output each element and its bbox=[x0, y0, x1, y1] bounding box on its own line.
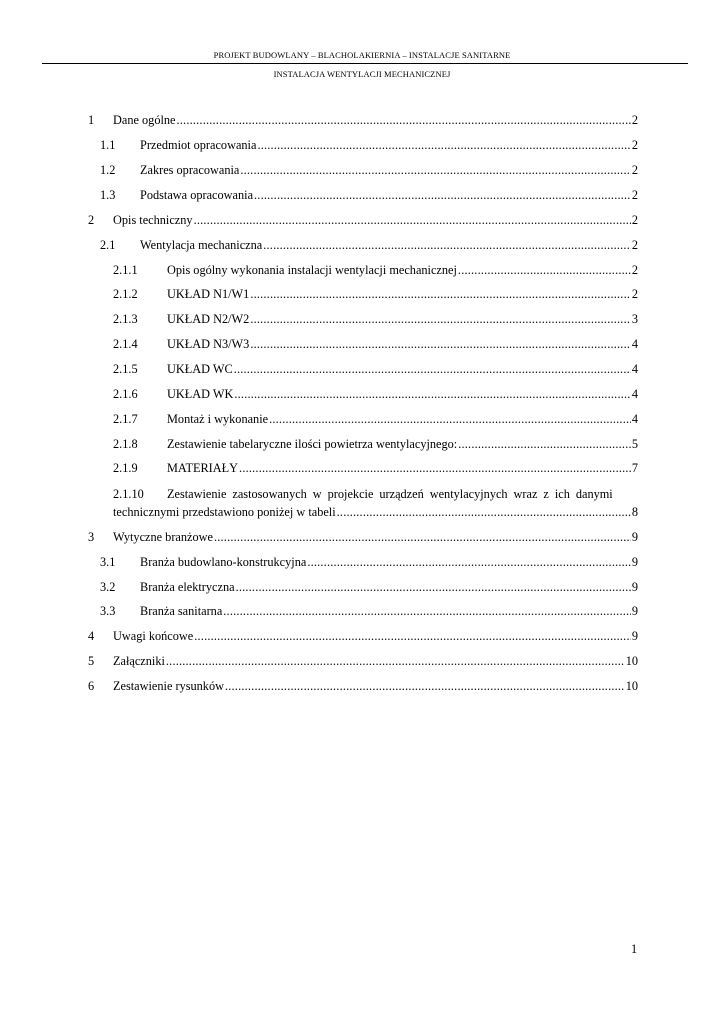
toc-title: Branża elektryczna bbox=[140, 580, 235, 594]
toc-leader bbox=[337, 504, 631, 520]
toc-title: UKŁAD N3/W3 bbox=[167, 337, 250, 351]
page-number: 1 bbox=[631, 942, 638, 956]
toc-entry-2-1-10[interactable] bbox=[113, 486, 638, 522]
toc-page: 9 bbox=[631, 555, 638, 569]
toc-number: 1.3 bbox=[100, 188, 116, 202]
toc-page: 9 bbox=[631, 580, 638, 594]
toc-page: 9 bbox=[631, 530, 638, 544]
toc-title: Zestawienie rysunków bbox=[113, 679, 224, 693]
toc-leader bbox=[239, 460, 631, 476]
toc-number: 2.1.8 bbox=[113, 437, 138, 451]
toc-page: 5 bbox=[631, 437, 638, 451]
toc-number: 1 bbox=[88, 113, 95, 127]
toc-number: 3.3 bbox=[100, 604, 116, 618]
toc-number: 6 bbox=[88, 679, 95, 693]
toc-page: 2 bbox=[631, 113, 638, 127]
toc-leader bbox=[236, 579, 631, 595]
toc-leader bbox=[250, 311, 631, 327]
toc-page: 10 bbox=[625, 679, 638, 693]
toc-title: Montaż i wykonanie bbox=[167, 412, 269, 426]
toc-leader bbox=[194, 212, 631, 228]
toc-title-line2: technicznymi przedstawiono poniżej w tabeli bbox=[113, 505, 336, 519]
toc-leader bbox=[254, 187, 631, 203]
toc-number: 2 bbox=[88, 213, 95, 227]
toc-leader bbox=[194, 628, 631, 644]
toc-page: 7 bbox=[631, 461, 638, 475]
toc-title: UKŁAD WC bbox=[167, 362, 233, 376]
toc-page: 2 bbox=[631, 188, 638, 202]
toc-title: Dane ogólne bbox=[113, 113, 176, 127]
toc-leader bbox=[250, 336, 631, 352]
toc-page: 4 bbox=[631, 412, 638, 426]
toc-title: Załączniki bbox=[113, 654, 165, 668]
toc-page: 4 bbox=[631, 337, 638, 351]
toc-title: Wytyczne branżowe bbox=[113, 530, 213, 544]
toc-number: 2.1.9 bbox=[113, 461, 138, 475]
toc-leader bbox=[458, 262, 631, 278]
toc-number: 5 bbox=[88, 654, 95, 668]
toc-title: Zestawienie tabelaryczne ilości powietrza wentylacyjnego: bbox=[167, 437, 458, 451]
toc-leader bbox=[250, 286, 631, 302]
toc-leader bbox=[223, 603, 631, 619]
toc-page: 9 bbox=[631, 629, 638, 643]
toc-page: 2 bbox=[631, 287, 638, 301]
toc-title: Podstawa opracowania bbox=[140, 188, 254, 202]
toc-leader bbox=[225, 678, 625, 694]
toc-leader bbox=[269, 411, 631, 427]
toc-title: Opis techniczny bbox=[113, 213, 193, 227]
toc-page: 2 bbox=[631, 213, 638, 227]
toc-leader bbox=[166, 653, 625, 669]
toc-number: 1.2 bbox=[100, 163, 116, 177]
toc-number: 1.1 bbox=[100, 138, 116, 152]
toc-number: 3.1 bbox=[100, 555, 116, 569]
toc-page: 3 bbox=[631, 312, 638, 326]
toc-number: 2.1.10 bbox=[113, 487, 144, 501]
toc-leader bbox=[234, 361, 631, 377]
toc-page: 4 bbox=[631, 387, 638, 401]
toc-leader bbox=[214, 529, 631, 545]
toc-title: Branża budowlano-konstrukcyjna bbox=[140, 555, 307, 569]
toc-title: Zakres opracowania bbox=[140, 163, 240, 177]
toc-number: 2.1.4 bbox=[113, 337, 138, 351]
toc-title: Branża sanitarna bbox=[140, 604, 223, 618]
toc-leader bbox=[234, 386, 630, 402]
toc-page: 10 bbox=[625, 654, 638, 668]
toc-leader bbox=[263, 237, 631, 253]
toc-page: 4 bbox=[631, 362, 638, 376]
toc-title: UKŁAD N2/W2 bbox=[167, 312, 250, 326]
toc-page: 2 bbox=[631, 163, 638, 177]
toc-title: Wentylacja mechaniczna bbox=[140, 238, 263, 252]
toc-number: 3 bbox=[88, 530, 95, 544]
toc-number: 2.1.1 bbox=[113, 263, 138, 277]
toc-number: 4 bbox=[88, 629, 95, 643]
toc-page: 2 bbox=[631, 138, 638, 152]
toc-page: 8 bbox=[631, 505, 638, 519]
toc-number: 3.2 bbox=[100, 580, 116, 594]
toc-number: 2.1.3 bbox=[113, 312, 138, 326]
toc-title: Opis ogólny wykonania instalacji wentylacji mechanicznej bbox=[167, 263, 457, 277]
running-header-section: INSTALACJA WENTYLACJI MECHANICZNEJ bbox=[273, 69, 451, 79]
toc-page: 9 bbox=[631, 604, 638, 618]
toc-leader bbox=[307, 554, 631, 570]
toc-page: 2 bbox=[631, 238, 638, 252]
toc-title: Uwagi końcowe bbox=[113, 629, 194, 643]
toc-page: 2 bbox=[631, 263, 638, 277]
toc-number: 2.1.5 bbox=[113, 362, 138, 376]
toc-title: UKŁAD WK bbox=[167, 387, 234, 401]
running-header-project: PROJEKT BUDOWLANY – BLACHOLAKIERNIA – INSTALACJE SANITARNE bbox=[213, 50, 511, 60]
toc-leader bbox=[240, 162, 630, 178]
toc-title: MATERIAŁY bbox=[167, 461, 239, 475]
toc-leader bbox=[177, 112, 631, 128]
toc-leader bbox=[257, 137, 630, 153]
toc-title-line1: Zestawienie zastosowanych w projekcie urządzeń wentylacyjnych wraz z ich danymi bbox=[167, 487, 613, 501]
toc-number: 2.1 bbox=[100, 238, 116, 252]
toc-number: 2.1.2 bbox=[113, 287, 138, 301]
toc-number: 2.1.6 bbox=[113, 387, 138, 401]
toc-number: 2.1.7 bbox=[113, 412, 138, 426]
toc-title: UKŁAD N1/W1 bbox=[167, 287, 250, 301]
toc-title: Przedmiot opracowania bbox=[140, 138, 257, 152]
toc-leader bbox=[458, 436, 631, 452]
